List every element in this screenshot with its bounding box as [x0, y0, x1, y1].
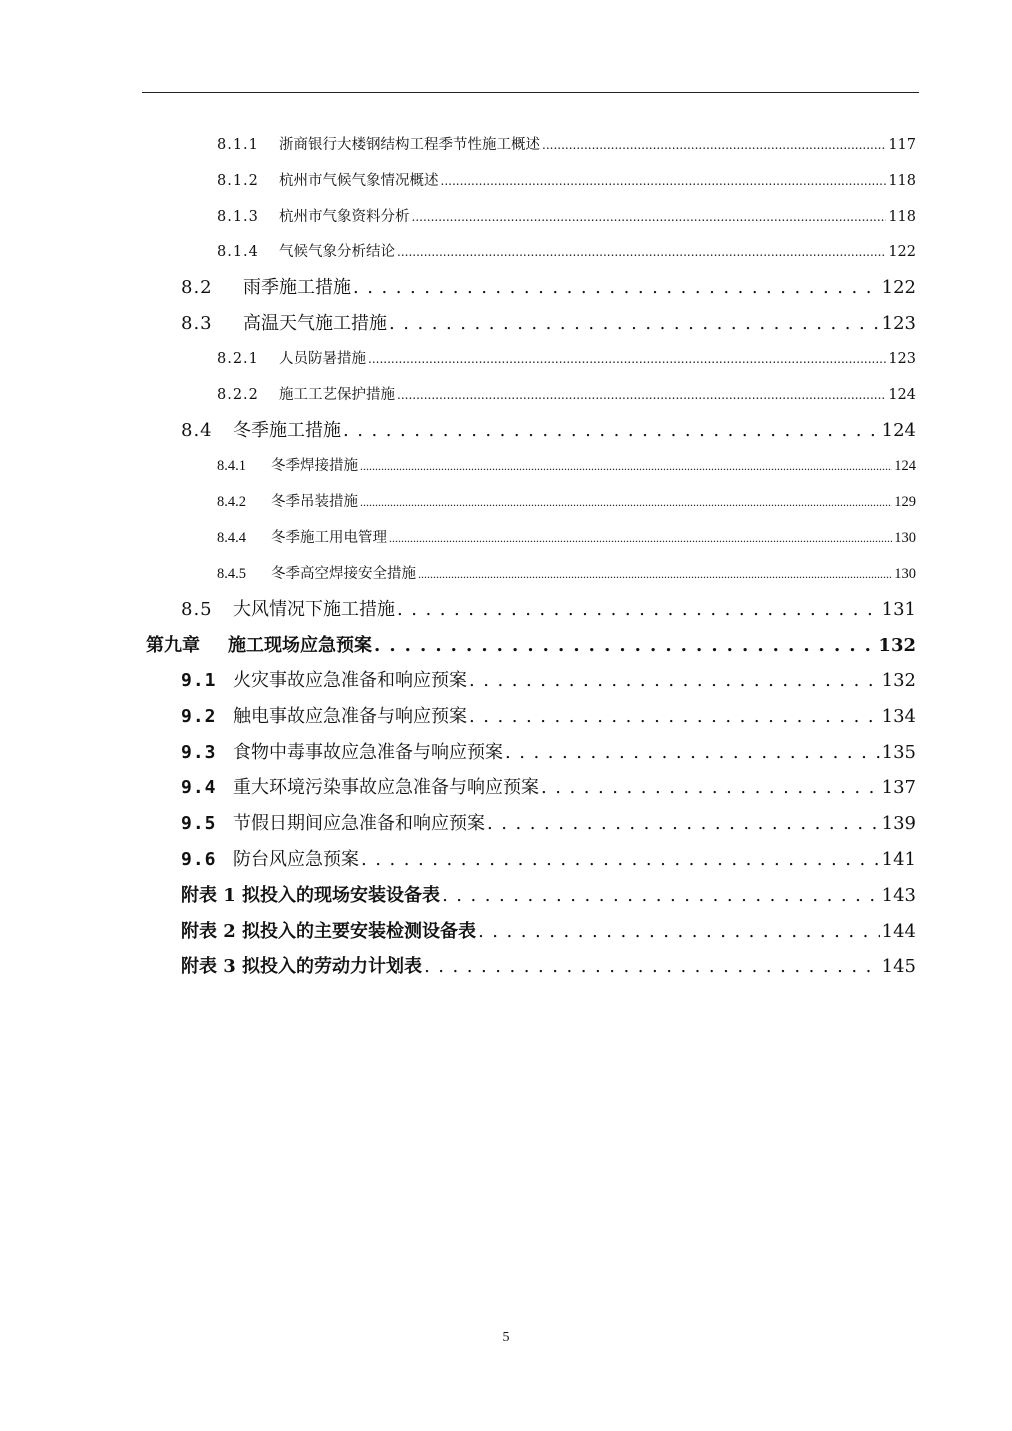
- toc-entry[interactable]: [181, 809, 916, 833]
- toc-entry-number: 9.5: [181, 813, 217, 834]
- toc-entry[interactable]: [181, 773, 916, 797]
- toc-entry-title: 附表 3 拟投入的劳动力计划表: [181, 956, 423, 977]
- toc-entry[interactable]: [217, 454, 916, 474]
- toc-entry[interactable]: [217, 347, 916, 367]
- toc-entry-number: 8.3: [181, 313, 213, 334]
- dot-leader: [412, 209, 887, 225]
- toc-entry-title: 施工现场应急预案: [228, 635, 372, 656]
- toc-entry[interactable]: [217, 133, 916, 153]
- toc-entry-page: 130: [894, 566, 916, 582]
- toc-entry-page: 145: [881, 956, 916, 977]
- toc-entry-page: 124: [894, 458, 916, 474]
- toc-entry-title: 气候气象分析结论: [279, 244, 395, 260]
- toc-entry-title: 火灾事故应急准备和响应预案: [233, 670, 467, 691]
- toc-entry-number: 8.4.1: [217, 458, 246, 474]
- dot-leader: [424, 956, 880, 977]
- toc-entry-number: 8.2: [181, 277, 213, 298]
- toc-entry-number: 8.4.4: [217, 530, 246, 546]
- dot-leader: [343, 420, 880, 441]
- toc-appendix-entry[interactable]: [181, 952, 916, 976]
- dot-leader: [469, 670, 880, 691]
- toc-entry-page: 123: [888, 351, 916, 367]
- toc-appendix-entry[interactable]: [181, 881, 916, 905]
- toc-entry-title: 高温天气施工措施: [243, 313, 387, 334]
- toc-entry[interactable]: [217, 562, 916, 582]
- toc-entry-number: 9.2: [181, 706, 217, 727]
- dot-leader: [487, 813, 880, 834]
- toc-entry-page: 134: [881, 706, 916, 727]
- toc-entry-title: 杭州市气候气象情况概述: [279, 173, 439, 189]
- toc-entry-number: 8.4.2: [217, 494, 246, 510]
- toc-entry-page: 129: [894, 494, 916, 510]
- toc-entry-page: 141: [881, 849, 916, 870]
- toc-entry-title: 大风情况下施工措施: [233, 599, 395, 620]
- toc-entry-page: 118: [888, 209, 916, 225]
- dot-leader: [374, 635, 876, 656]
- toc-chapter-number: 第九章: [146, 635, 200, 656]
- toc-entry-page: 124: [888, 387, 916, 403]
- dot-leader: [353, 277, 880, 298]
- dot-leader: [397, 244, 886, 260]
- toc-entry-title: 冬季高空焊接安全措施: [271, 566, 416, 582]
- toc-entry[interactable]: [217, 526, 916, 546]
- toc-entry-title: 施工工艺保护措施: [279, 387, 395, 403]
- dot-leader: [397, 599, 880, 620]
- toc-entry-number: 9.6: [181, 849, 217, 870]
- toc-entry-title: 附表 2 拟投入的主要安装检测设备表: [181, 921, 477, 942]
- toc-appendix-entry[interactable]: [181, 917, 916, 941]
- dot-leader: [442, 885, 880, 906]
- toc-entry-title: 食物中毒事故应急准备与响应预案: [233, 742, 503, 763]
- toc-entry[interactable]: [181, 273, 916, 297]
- toc-entry-number: 8.1.2: [217, 173, 259, 189]
- toc-entry-number: 8.2.1: [217, 351, 259, 367]
- toc-entry-number: 9.4: [181, 777, 217, 798]
- dot-leader: [441, 173, 887, 189]
- toc-entry-title: 雨季施工措施: [243, 277, 351, 298]
- toc-entry-page: 137: [881, 777, 916, 798]
- toc-chapter-entry[interactable]: [146, 631, 916, 655]
- toc-entry-number: 9.3: [181, 742, 217, 763]
- toc-entry-number: 8.4.5: [217, 566, 246, 582]
- toc-entry-title: 杭州市气象资料分析: [279, 209, 410, 225]
- dot-leader: [360, 494, 892, 511]
- toc-entry-page: 135: [881, 742, 916, 763]
- dot-leader: [368, 351, 886, 367]
- toc-entry-page: 131: [881, 599, 916, 620]
- toc-entry-page: 132: [881, 670, 916, 691]
- toc-entry-number: 8.4: [181, 420, 213, 441]
- dot-leader: [541, 777, 880, 798]
- toc-entry[interactable]: [181, 666, 916, 690]
- header-rule: [142, 92, 919, 93]
- toc-entry-page: 118: [888, 173, 916, 189]
- toc-entry[interactable]: [217, 240, 916, 260]
- toc-entry-number: 8.2.2: [217, 387, 259, 403]
- dot-leader: [505, 742, 880, 763]
- toc-entry[interactable]: [181, 845, 916, 869]
- toc-entry-page: 143: [881, 885, 916, 906]
- toc-entry-page: 122: [888, 244, 916, 260]
- toc-entry[interactable]: [181, 702, 916, 726]
- dot-leader: [469, 706, 880, 727]
- toc-entry-title: 重大环境污染事故应急准备与响应预案: [233, 777, 539, 798]
- dot-leader: [418, 566, 892, 583]
- toc-entry-title: 节假日期间应急准备和响应预案: [233, 813, 485, 834]
- toc-entry-title: 触电事故应急准备与响应预案: [233, 706, 467, 727]
- toc-entry[interactable]: [181, 416, 916, 440]
- dot-leader: [389, 313, 880, 334]
- toc-entry[interactable]: [217, 205, 916, 225]
- toc-entry-number: 8.1.1: [217, 137, 259, 153]
- toc-entry-page: 144: [881, 921, 916, 942]
- toc-entry-title: 冬季施工措施: [233, 420, 341, 441]
- dot-leader: [542, 137, 886, 153]
- dot-leader: [360, 458, 892, 475]
- toc-entry-title: 浙商银行大楼钢结构工程季节性施工概述: [279, 137, 540, 153]
- dot-leader: [389, 530, 892, 547]
- toc-entry-title: 冬季焊接措施: [271, 458, 358, 474]
- toc-entry[interactable]: [181, 738, 916, 762]
- toc-entry[interactable]: [181, 309, 916, 333]
- toc-entry-page: 139: [881, 813, 916, 834]
- toc-entry-number: 8.5: [181, 599, 213, 620]
- toc-entry-page: 117: [888, 137, 916, 153]
- toc-entry-number: 8.1.4: [217, 244, 259, 260]
- toc-entry-title: 冬季施工用电管理: [271, 530, 387, 546]
- page-number: 5: [502, 1330, 510, 1345]
- toc-entry-title: 人员防暑措施: [279, 351, 366, 367]
- toc-entry[interactable]: [217, 383, 916, 403]
- toc-entry-title: 冬季吊装措施: [271, 494, 358, 510]
- toc-entry-page: 132: [878, 635, 916, 656]
- toc-entry-page: 130: [894, 530, 916, 546]
- toc-entry[interactable]: [181, 595, 916, 619]
- dot-leader: [478, 921, 880, 942]
- dot-leader: [397, 387, 886, 403]
- toc-entry-title: 防台风应急预案: [233, 849, 359, 870]
- toc-entry[interactable]: [217, 169, 916, 189]
- toc-entry-number: 9.1: [181, 670, 217, 691]
- toc-entry-title: 附表 1 拟投入的现场安装设备表: [181, 885, 441, 906]
- dot-leader: [361, 849, 880, 870]
- toc-entry-page: 123: [881, 313, 916, 334]
- toc-entry-page: 124: [881, 420, 916, 441]
- toc-entry-number: 8.1.3: [217, 209, 259, 225]
- toc-entry-page: 122: [881, 277, 916, 298]
- toc-entry[interactable]: [217, 490, 916, 510]
